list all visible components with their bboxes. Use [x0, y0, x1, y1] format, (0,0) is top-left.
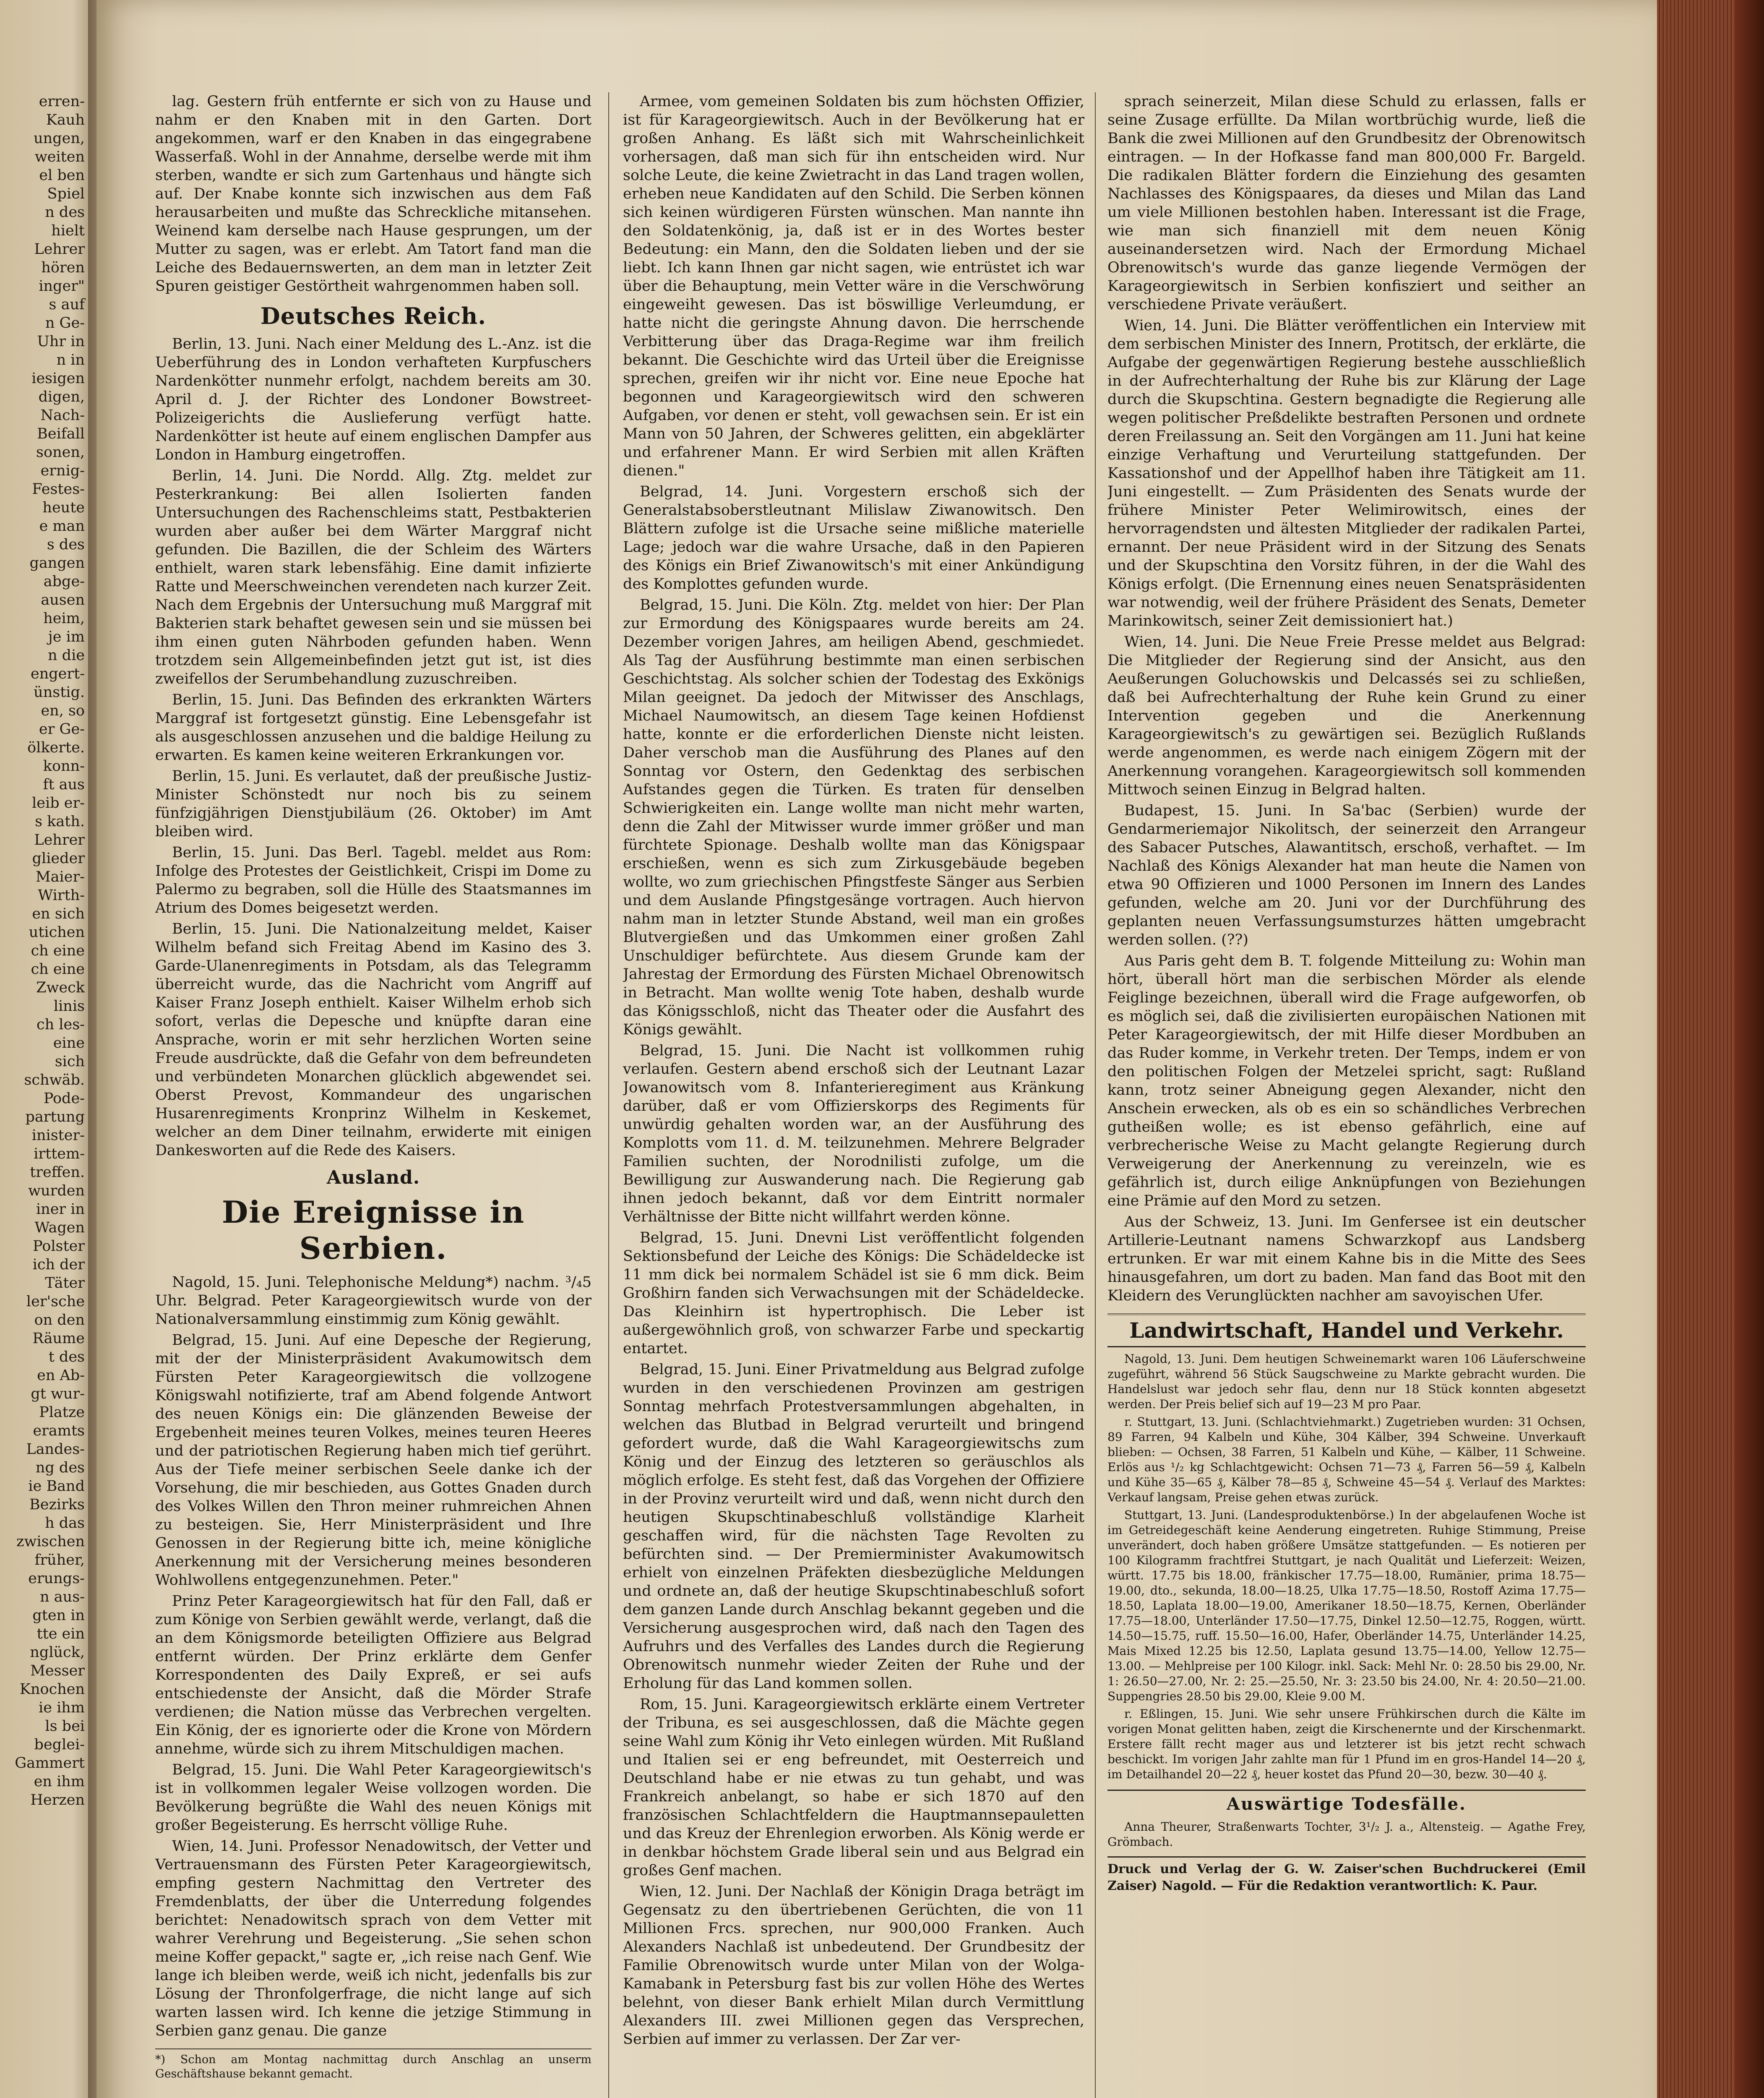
- reich-news-list: [155, 335, 591, 1160]
- left-page-fragment: wurden: [28, 1182, 85, 1199]
- left-page-fragment: iner in: [36, 1201, 85, 1218]
- market-reports-list: [1107, 1352, 1586, 1782]
- left-page-fragment: Knochen: [19, 1681, 85, 1698]
- left-page-fragment: digen,: [38, 389, 85, 405]
- left-page-fragment: n die: [48, 647, 85, 664]
- left-page-fragment: ft aus: [43, 776, 85, 793]
- left-page-fragment: je im: [48, 629, 85, 645]
- left-page-fragment: Uhr in: [37, 333, 85, 350]
- news-item: Berlin, 15. Juni. Das Befinden des erkrankten Wärters Marggraf ist fortgesetzt günstig. Eine Lebensgefahr ist als ausgeschlossen anzusehen und die baldige Heilung zu erwarten. Es kamen keine weiteren Erkrankungen vor.: [155, 692, 591, 764]
- left-page-fragment: Maier-: [35, 869, 85, 885]
- news-item: Rom, 15. Juni. Karageorgiewitsch erklärte einem Vertreter der Tribuna, es sei ausgeschlossen, daß die Mächte gegen seine Wahl zum König ihr Veto einlegen würden. Mit Rußland und Italien sei er eng befreundet, mit Oesterreich und Deutschland habe er nie etwas zu tun gehabt, und was Frankreich anbelangt, so habe er sich 1870 auf den französischen Schlachtfeldern die Hauptmannsepauletten und das Kreuz der Ehrenlegion erworben. Als König werde er in denkbar höchstem Grade liberal sein und aus Belgrad ein großes Genf machen.: [623, 1696, 1084, 1879]
- left-page-fragment: heim,: [43, 610, 85, 627]
- intro-paragraph: lag. Gestern früh entfernte er sich von zu Hause und nahm er den Knaben mit in den Garten. Dort angekommen, warf er den Knaben in das eingegrabene Wasserfaß. Wohl in der Annahme, derselbe werde mit ihm sterben, wandte er sich zum Gartenhaus und hängte sich auf. Der Knabe konnte sich inzwischen aus dem Faß herausarbeiten und mußte das Schreckliche mitansehen. Weinend kam derselbe nach Hause gesprungen, um der Mutter zu sagen, was er erlebt. Am Tatort fand man die Leiche des Bedauernswerten, an dem man in letzter Zeit Spuren geistiger Gestörtheit wahrgenommen haben soll.: [155, 93, 591, 295]
- left-page-fragment: Lehrer: [34, 832, 85, 848]
- news-item: Belgrad, 14. Juni. Vorgestern erschoß sich der Generalstabsoberstleutnant Milislaw Ziwanowitsch. Den Blättern zufolge ist die Ursache seine mißliche materielle Lage; jedoch war die wahre Ursache, daß in den Papieren des Königs ein Brief Ziwanowitsch's mit einer Ankündigung des Komplottes gefunden wurde.: [623, 483, 1084, 592]
- left-page-fragment: irttem-: [34, 1146, 85, 1162]
- left-page-fragment: eine: [53, 1035, 85, 1052]
- left-page-fragment: Wagen: [34, 1219, 85, 1236]
- news-item: Berlin, 15. Juni. Das Berl. Tagebl. meldet aus Rom: Infolge des Protestes der Geistlichkeit, Crispi im Dome zu Palermo zu begraben, soll die Hülle des Staatsmannes im Atrium des Domes beigesetzt werden.: [155, 844, 591, 916]
- left-page-fragment: erren-: [39, 93, 85, 110]
- left-page-fragment: ch eine: [31, 961, 85, 978]
- news-item: Belgrad, 15. Juni. Dnevni List veröffentlicht folgenden Sektionsbefund der Leiche des Königs: Die Schädeldecke ist 11 mm dick bei normalem Schädel ist sie 6 mm dick. Beim Großhirn fanden sich Verwachsungen mit der Schädeldecke. Das Kleinhirn ist hypertrophisch. Die Leber ist außergewöhnlich groß, von schwarzer Farbe und speckartig entartet.: [623, 1229, 1084, 1357]
- left-page-fragment: n aus-: [40, 1589, 85, 1605]
- left-page-fragment: gangen: [29, 555, 85, 571]
- left-page-fragment: Platze: [39, 1404, 85, 1421]
- left-page-fragment: en, so: [41, 702, 85, 719]
- left-page-fragment: Kauh: [46, 112, 85, 128]
- left-page-fragment: inger": [39, 278, 85, 295]
- left-page-fragment: weiten: [34, 149, 85, 165]
- left-page-fragment: Räume: [32, 1330, 85, 1347]
- left-page-fragment: ler'sche: [26, 1293, 85, 1310]
- news-item: Aus der Schweiz, 13. Juni. Im Genfersee ist ein deutscher Artillerie-Leutnant namens Schwarzkopf aus Landsberg ertrunken. Er war mit einem Kahne bis in die Mitte des Sees hinausgefahren, um dort zu baden. Man fand das Boot mit den Kleidern des Verunglückten nachher am savoyischen Ufer.: [1107, 1213, 1586, 1304]
- left-page-fragment: Spiel: [47, 185, 85, 202]
- left-page-fragment: engert-: [31, 665, 85, 682]
- left-page-fragment: n Ge-: [45, 315, 85, 331]
- left-page-fragment: t des: [48, 1349, 85, 1365]
- left-page-fragment: früher,: [34, 1552, 85, 1568]
- left-page-fragment: Beifall: [37, 425, 85, 442]
- left-page-edge: [0, 0, 96, 2098]
- news-item: Armee, vom gemeinen Soldaten bis zum höchsten Offizier, ist für Karageorgiewitsch. Auch in der Bevölkerung hat er großen Anhang. Es läßt sich mit Wahrscheinlichkeit vorhersagen, daß man sich für ihn entscheiden wird. Nur solche Leute, die keine Zwietracht in das Land tragen wollen, erheben neue Kandidaten auf den Schild. Die Serben können sich keinen würdigeren Fürsten wünschen. Man nannte ihn den Soldatenkönig, ja, daß ist er in des Wortes bester Bedeutung: ein Mann, den die Soldaten lieben und der sie liebt. Ich kann Ihnen gar nicht sagen, wie entrüstet ich war über die Behauptung, mein Vetter wäre in die Verschwörung eingeweiht gewesen. Das ist böswillige Verleumdung, er hatte nicht die geringste Ahnung davon. Die herrschende Verbitterung über das Draga-Regime war ihm freilich bekannt. Die Geschichte wird das Urteil über die Ereignisse sprechen, greifen wir ihr nicht vor. Eine neue Epoche hat begonnen und Karageorgiewitsch wird den schweren Aufgaben, vor denen er steht, voll gewachsen sein. Er ist ein Mann von 50 Jahren, der Schweres gelitten, ein abgeklärter und erfahrener Mann. Er wird Serbien mit allen Kräften dienen.": [623, 93, 1084, 479]
- left-page-fragment: konn-: [43, 758, 85, 775]
- serbien-news-list: [155, 1273, 591, 2040]
- left-page-fragment: Nach-: [40, 407, 85, 424]
- news-item: Wien, 12. Juni. Der Nachlaß der Königin Draga beträgt im Gegensatz zu den übertriebenen Gerüchten, die von 11 Millionen Frcs. sprechen, nur 900,000 Franken. Auch Alexanders Nachlaß ist unbedeutend. Der Grundbesitz der Familie Obrenowitsch wurde unter Milan von der Wolga-Kamabank in Petersburg fast bis zur vollen Höhe des Wertes belehnt, von dieser Bank erhielt Milan durch Vermittlung Alexanders III. zwei Millionen gegen das Versprechen, Serbien auf immer zu verlassen. Der Zar ver-: [623, 1883, 1084, 2048]
- book-edge: [1657, 0, 1764, 2098]
- left-page-fragment: ünstig.: [34, 684, 85, 701]
- left-page-fragment: ich der: [32, 1256, 85, 1273]
- left-page-fragment: Pode-: [43, 1090, 85, 1107]
- left-page-fragments: [1, 92, 85, 1809]
- left-page-fragment: beglei-: [34, 1736, 85, 1753]
- left-page-fragment: Herzen: [30, 1792, 85, 1808]
- column-2-paragraphs: [623, 92, 1084, 2048]
- left-page-fragment: leib er-: [32, 795, 85, 812]
- column-3: [1107, 92, 1586, 2098]
- news-item: Belgrad, 15. Juni. Einer Privatmeldung aus Belgrad zufolge wurden in den verschiedenen Provinzen am gestrigen Sonntag mehrfach Protestversammlungen abgehalten, in welchen das Blutbad in Belgrad verurteilt und bringend gefordert wurde, daß die Wahl Karageorgiewitschs zum König und der Einzug des letzteren so geräuschlos als möglich erfolge. Es steht fest, daß das Vorgehen der Offiziere in der Provinz verurteilt wird und daß, wenn nicht durch den heutigen Skupschtinabeschluß vollständige Klarheit geschaffen wird, für die nächsten Tage Revolten zu befürchten sind. — Der Premierminister Avakumowitsch erhielt von einzelnen Präfekten diesbezügliche Meldungen und ordnete an, daß der heutige Skupschtinabeschluß sofort dem ganzen Lande durch Anschlag bekannt gegeben und die Versicherung ausgesprochen wird, daß nach den Tagen des Aufruhrs und des Verfalles des Landes durch die Regierung Obrenowitsch nunmehr wieder Zeiten der Ruhe und der Erholung für das Land kommen sollen.: [623, 1361, 1084, 1692]
- market-report: Nagold, 13. Juni. Dem heutigen Schweinemarkt waren 106 Läuferschweine zugeführt, während 56 Stück Saugschweine zu Markte gebracht wurden. Die Handelslust war jedoch sehr flau, denn nur 18 Stück konnten abgesetzt werden. Der Preis belief sich auf 19—23 M pro Paar.: [1107, 1352, 1586, 1411]
- left-page-fragment: Wirth-: [38, 887, 85, 904]
- news-item: Belgrad, 15. Juni. Die Wahl Peter Karageorgiewitsch's ist in vollkommen legaler Weise vollzogen worden. Die Bevölkerung begrüßte die Wahl des neuen Königs mit großer Begeisterung. Es herrscht völlige Ruhe.: [155, 1761, 591, 1834]
- left-page-fragment: Lehrer: [34, 241, 85, 258]
- news-item: Wien, 14. Juni. Professor Nenadowitsch, der Vetter und Vertrauensmann des Fürsten Peter Karageorgiewitsch, empfing gestern Nachmittag den Vertreter des Fremdenblatts, der über die Unterredung folgendes berichtet: Nenadowitsch sprach von dem Vetter mit wahrer Verehrung und Begeisterung. „Sie sehen schon meine Koffer gepackt," sagte er, „ich reise nach Genf. Wie lange ich bleiben werde, weiß ich nicht, jedenfalls bis zur Lösung der Thronfolgerfrage, die nicht lange auf sich warten lassen wird. Ich kenne die jetzige Stimmung in Serbien ganz genau. Die ganze: [155, 1838, 591, 2039]
- news-item: Budapest, 15. Juni. In Sa'bac (Serbien) wurde der Gendarmeriemajor Nikolitsch, der seinerzeit den Arrangeur des Sabacer Putsches, Alawantitsch, erschoß, verhaftet. — Im Nachlaß des Königs Alexander hat man heute die Namen von etwa 90 Offizieren und 1000 Personen im Innern des Landes gefunden, welche am 20. Juni vor der Durchführung des geplanten neuen Verfassungsumsturzes hätten umgebracht werden sollen. (??): [1107, 802, 1586, 948]
- death-notices: Anna Theurer, Straßenwarts Tochter, 3¹/₂ J. a., Altensteig. — Agathe Frey, Grömbach.: [1107, 1820, 1586, 1849]
- left-page-fragment: nglück,: [30, 1644, 85, 1661]
- left-page-fragment: ernig-: [40, 462, 85, 479]
- news-item: sprach seinerzeit, Milan diese Schuld zu erlassen, falls er seine Zusage erfüllte. Da Milan wortbrüchig wurde, ließ die Bank die zwei Millionen auf den Grundbesitz der Obrenowitsch eintragen. — In der Hofkasse fand man 800,000 Fr. Bargeld. Die radikalen Blätter fordern die Einziehung des gesamten Nachlasses des Königspaares, da dieses und Milan das Land um viele Millionen bestohlen haben. Interessant ist die Frage, wie man sich finanziell mit dem neuen König auseinandersetzen wird. Nach der Ermordung Michael Obrenowitsch's wurde das ganze liegende Vermögen der Karageorgiewitsch in Serbien konfisziert und seither an verschiedene Private veräußert.: [1107, 93, 1586, 313]
- left-page-fragment: ng des: [35, 1459, 85, 1476]
- left-page-fragment: en Ab-: [37, 1367, 85, 1384]
- left-page-fragment: Polster: [33, 1238, 85, 1255]
- left-page-fragment: hielt: [51, 222, 85, 239]
- news-item: Aus Paris geht dem B. T. folgende Mitteilung zu: Wohin man hört, überall hört man die serbischen Mörder als elende Feiglinge bezeichnen, überall wird die Frage aufgeworfen, ob es möglich sei, daß die zivilisierten europäischen Nationen mit Peter Karageorgiewitsch, der mit Hilfe dieser Mordbuben an das Ruder komme, in Verkehr treten. Der Temps, indem er von den politischen Folgen der Metzelei spricht, sagt: Rußland kann, trotz seiner Abneigung gegen Alexander, nicht den Anschein erwecken, als ob es ein so schändliches Verbrechen gutheißen wolle; es ist ebenso gefährlich, eine auf verbrecherische Weise zu Macht gelangte Regierung durch Verweigerung der Anerkennung zu vereinzeln, wie es gefährlich ist, durch eilige Anknüpfungen von Beziehungen eine Prämie auf den Mord zu setzen.: [1107, 952, 1586, 1209]
- left-page-fragment: Landes-: [26, 1441, 85, 1458]
- column-rule-1: [608, 92, 609, 2098]
- book-binding: [1735, 0, 1764, 2098]
- left-page-fragment: ungen,: [34, 130, 85, 147]
- news-item: Berlin, 14. Juni. Die Nordd. Allg. Ztg. meldet zur Pesterkrankung: Bei allen Isolierten fanden Untersuchungen des Rachenschleims statt, Pestbakterien wurden aber außer bei dem Wärter Marggraf nicht gefunden. Die Bazillen, die der Schleim des Wärters enthielt, waren stark lebensfähig. Eine damit infizierte Ratte und Meerschweinchen verendeten nach kurzer Zeit. Nach dem Ergebnis der Untersuchung muß Marggraf mit Bakterien stark behaftet gewesen sein und sie müssen bei ihm einen guten Nährboden gefunden haben. Wenn trotzdem sein Allgemeinbefinden jetzt gut ist, ist dies zweifellos der Serumbehandlung zuzuschreiben.: [155, 467, 591, 687]
- left-page-fragment: h das: [45, 1515, 85, 1532]
- market-report: r. Stuttgart, 13. Juni. (Schlachtviehmarkt.) Zugetrieben wurden: 31 Ochsen, 89 Farren, 94 Kalbeln und Kühe, 304 Kälber, 394 Schweine. Unverkauft blieben: — Ochsen, 38 Farren, 51 Kalbeln und Kühe, — Kälber, 11 Schweine. Erlös aus ¹/₂ kg Schlachtgewicht: Ochsen 71—73 ₰, Farren 56—59 ₰, Kalbeln und Kühe 35—65 ₰, Kälber 78—85 ₰, Schweine 45—54 ₰. Verlauf des Marktes: Verkauf langsam, Preise gehen etwas zurück.: [1107, 1415, 1586, 1504]
- news-item: Belgrad, 15. Juni. Auf eine Depesche der Regierung, mit der der Ministerpräsident Avakumowitsch dem Fürsten Peter Karageorgiewitsch die vollzogene Königswahl notifizierte, traf am Abend folgende Antwort des neuen Königs ein: Die glänzenden Beweise der Ergebenheit meines teuren Volkes, meines teuren Heeres und der patriotischen Regierung haben mich tief gerührt. Aus der Tiefe meiner serbischen Seele danke ich der Vorsehung, die mir beschieden, aus Gottes Gnaden durch des Volkes Willen den Thron meiner ruhmreichen Ahnen zu besteigen. Sie, Herr Ministerpräsident und Ihre Genossen in der Regierung bitte ich, meine königliche Anerkennung mit der Versicherung meines besonderen Wohlwollens entgegenzunehmen. Peter.": [155, 1332, 591, 1589]
- left-page-fragment: Zweck: [36, 979, 85, 996]
- left-page-fragment: abge-: [43, 573, 85, 590]
- left-page-fragment: inister-: [31, 1127, 85, 1144]
- left-page-fragment: eramts: [33, 1422, 85, 1439]
- left-page-fragment: Messer: [30, 1662, 85, 1679]
- imprint: Druck und Verlag der G. W. Zaiser'schen Buchdruckerei (Emil Zaiser) Nagold. — Für die Redaktion verantwortlich: K. Paur.: [1107, 1856, 1586, 1894]
- left-page-fragment: er Ge-: [39, 721, 85, 738]
- left-page-fragment: Bezirks: [29, 1496, 85, 1513]
- heading-landwirtschaft: Landwirtschaft, Handel und Verkehr.: [1107, 1313, 1586, 1347]
- news-item: Belgrad, 15. Juni. Die Nacht ist vollkommen ruhig verlaufen. Gestern abend erschoß sich der Leutnant Lazar Jowanowitsch vom 8. Infanterieregiment aus Kränkung darüber, daß er vom Offizierskorps des Regiments für unwürdig gehalten worden war, an der Ausführung des Komplotts vom 11. d. M. teilzunehmen. Mehrere Belgrader Familien suchten, der Norodnilisti zufolge, um die Bewilligung zur Auswanderung nach. Die Regierung gab ihnen jedoch bekannt, daß vor dem Eintritt normaler Verhältnisse der Bitte nicht willfahrt werden könne.: [623, 1042, 1084, 1225]
- left-page-fragment: hören: [41, 259, 85, 276]
- left-page-fragment: Festes-: [32, 481, 85, 498]
- left-page-fragment: s des: [47, 536, 85, 553]
- left-page-fragment: on den: [34, 1312, 85, 1328]
- left-page-fragment: treffen.: [30, 1164, 85, 1181]
- left-page-fragment: glieder: [32, 850, 85, 867]
- left-page-fragment: ausen: [41, 592, 85, 608]
- left-page-fragment: tte ein: [36, 1626, 85, 1642]
- left-page-fragment: ch eine: [31, 942, 85, 959]
- left-page-fragment: partung: [25, 1109, 85, 1125]
- left-page-fragment: linis: [53, 998, 85, 1015]
- column-3-paragraphs: [1107, 92, 1586, 1305]
- footnote: *) Schon am Montag nachmittag durch Anschlag an unserm Geschäftshause bekannt gemacht.: [155, 2048, 591, 2081]
- left-page-fragment: ie Band: [28, 1478, 85, 1495]
- heading-todesfaelle: Auswärtige Todesfälle.: [1107, 1790, 1586, 1816]
- market-report: r. Eßlingen, 15. Juni. Wie sehr unsere Frühkirschen durch die Kälte im vorigen Monat gelitten haben, zeigt die Kirschenernte und der Kirschenmarkt. Erstere fällt recht mager aus und letzterer ist bis jetzt recht schwach beschickt. Im vorigen Jahr zahlte man für 1 Pfund im en gros-Handel 14—20 ₰, im Detailhandel 20—22 ₰, heuer kostet das Pfund 20—30, bezw. 30—40 ₰.: [1107, 1707, 1586, 1781]
- left-page-fragment: ch les-: [36, 1016, 85, 1033]
- left-page-fragment: e man: [39, 518, 85, 535]
- left-page-fragment: s auf: [49, 296, 85, 313]
- news-item: Belgrad, 15. Juni. Die Köln. Ztg. meldet von hier: Der Plan zur Ermordung des Königspaares wurde bereits am 24. Dezember vorigen Jahres, am heiligen Abend, geschmiedet. Als Tag der Ausführung bestimmte man einen serbischen Geschichtstag. Als solcher schien der Todestag des Exkönigs Milan geeignet. Da jedoch der Mitwisser des Anschlags, Michael Naumowitsch, an diesem Tage keinen Hofdienst hatte, konnte er die erforderlichen Dienste nicht leisten. Daher verschob man die Ausführung des Planes auf den Sonntag vor Ostern, den Gedenktag des serbischen Aufstandes gegen die Türken. Es traten für denselben Schwierigkeiten ein. Lange wollte man nicht mehr warten, denn die Zahl der Mitwisser wurde immer größer und man fürchtete Spionage. Deshalb wollte man das Königspaar erschießen, wenn es sich zum Zirkusgebäude begeben wollte, wo zum griechischen Pfingstfeste Sänger aus Serbien und dem Auslande Pfingstgesänge vortragen. Auch hiervon nahm man in letzter Stunde Abstand, weil man ein großes Blutvergießen und das Umkommen einer großen Zahl Unschuldiger befürchtete. Aus diesem Grunde kam der Jahrestag der Ermordung des Fürsten Michael Obrenowitsch in Betracht. Man wollte wenig Tote haben, deshalb wurde das Königsschloß, nicht das Theater oder die Ausfahrt des Königs gewählt.: [623, 597, 1084, 1038]
- news-item: Wien, 14. Juni. Die Neue Freie Presse meldet aus Belgrad: Die Mitglieder der Regierung sind der Ansicht, aus den Aeußerungen Goluchowskis und Delcassés sei zu schließen, daß bei Aufrechterhaltung der Ruhe kein Grund zu einer Intervention gegeben und die Anerkennung Karageorgiewitsch's zu gewärtigen sei. Bezüglich Rußlands werde angenommen, es werde nach einigem Zögern mit der Anerkennung vorangehen. Karageorgiewitsch soll kommenden Mittwoch seinen Einzug in Belgrad halten.: [1107, 634, 1586, 798]
- news-item: Berlin, 13. Juni. Nach einer Meldung des L.-Anz. ist die Ueberführung des in London verhafteten Kurpfuschers Nardenkötter nunmehr erfolgt, nachdem bereits am 30. April d. J. der Richter des Londoner Bowstreet-Polizeigerichts die Auslieferung verfügt hatte. Nardenkötter ist heute auf einem englischen Dampfer aus London in Hamburg eingetroffen.: [155, 336, 591, 463]
- left-page-fragment: utichen: [29, 924, 85, 941]
- column-1: [155, 92, 591, 2098]
- left-page-fragment: sonen,: [36, 444, 85, 461]
- left-page-fragment: heute: [42, 499, 85, 516]
- left-page-fragment: ölkerte.: [27, 739, 85, 756]
- left-page-fragment: ls bei: [45, 1718, 85, 1735]
- column-rule-2: [1095, 92, 1096, 2098]
- left-page-fragment: Gammert: [15, 1755, 85, 1772]
- left-page-fragment: Täter: [45, 1275, 85, 1292]
- left-page-fragment: erungs-: [28, 1570, 85, 1587]
- left-page-fragment: zwischen: [16, 1533, 85, 1550]
- left-page-fragment: en sich: [32, 905, 85, 922]
- column-2: [623, 92, 1084, 2098]
- left-page-fragment: schwäb.: [24, 1072, 85, 1088]
- left-page-fragment: sich: [55, 1053, 85, 1070]
- heading-ausland: Ausland.: [326, 1167, 420, 1188]
- news-item: Prinz Peter Karageorgiewitsch hat für den Fall, daß er zum Könige von Serbien gewählt werde, verlangt, daß die an dem Königsmorde beteiligten Offiziere aus Belgrad entfernt würden. Der Prinz erklärte dem Genfer Korrespondenten des Daily Expreß, er sei aufs entschiedenste der Ansicht, daß die Mörder Strafe verdienen; die Nation müsse das Verbrechen vergelten. Ein König, der es ignorierte oder die Krone von Mördern annehme, würde sich zu ihrem Mitschuldigen machen.: [155, 1593, 591, 1757]
- left-page-fragment: en ihm: [34, 1773, 85, 1790]
- left-page-fragment: el ben: [39, 167, 85, 184]
- heading-deutsches-reich: Deutsches Reich.: [260, 303, 487, 329]
- news-item: Berlin, 15. Juni. Die Nationalzeitung meldet, Kaiser Wilhelm befand sich Freitag Abend im Kasino des 3. Garde-Ulanenregiments in Potsdam, als das Telegramm überreicht wurde, das die Nachricht vom Angriff auf Kaiser Franz Joseph enthielt. Kaiser Wilhelm erhob sich sofort, verlas die Depesche und knüpfte daran eine Ansprache, worin er mit sehr herzlichen Worten seine Freude ausdrückte, daß die Gefahr von dem befreundeten und verbündeten Monarchen glücklich abgewendet sei. Oberst Prevost, Kommandeur des ungarischen Husarenregiments Kronprinz Wilhelm in Keskemet, welcher an dem Diner teilnahm, erwiderte mit einigen Dankesworten auf die Rede des Kaisers.: [155, 921, 591, 1159]
- left-page-fragment: s kath.: [35, 813, 85, 830]
- heading-serbien: Die Ereignisse in Serbien.: [221, 1194, 525, 1266]
- left-page-fragment: iesigen: [31, 370, 85, 387]
- news-item: Wien, 14. Juni. Die Blätter veröffentlichen ein Interview mit dem serbischen Minister des Innern, Protitsch, der erklärte, die Aufgabe der gegenwärtigen Regierung bestehe ausschließlich in der Aufrechterhaltung der Ruhe bis zur Klärung der Lage durch die Skupschtina. Gestern begnadigte die Regierung alle wegen politischer Preßdelikte bestraften Personen und ordnete deren Freilassung an. Seit den Vorgängen am 11. Juni hat keine einzige Verhaftung und Verurteilung stattgefunden. Der Kassationshof und der Appellhof haben ihre Tätigkeit am 11. Juni eingestellt. — Zum Präsidenten des Senats wurde der frühere Minister Peter Welimirowitsch, eines der hervorragendsten und ältesten Mitglieder der radikalen Partei, ernannt. Der neue Präsident wird in der Sitzung des Senats und der Skupschtina den Vorsitz führen, in der die Wahl des Königs erfolgt. (Die Ernennung eines neuen Senatspräsidenten war notwendig, weil der frühere Präsident des Senats, Demeter Marinkowitsch, seiner Zeit demissioniert hat.): [1107, 317, 1586, 629]
- news-item: Nagold, 15. Juni. Telephonische Meldung*) nachm. ³/₄5 Uhr. Belgrad. Peter Karageorgiewitsch wurde von der Nationalversammlung einstimmig zum König gewählt.: [155, 1274, 591, 1328]
- left-page-fragment: gt wur-: [31, 1386, 85, 1402]
- news-item: Berlin, 15. Juni. Es verlautet, daß der preußische Justiz-Minister Schönstedt nur noch bis zu seinem fünfzigjährigen Dienstjubiläum (26. Oktober) im Amt bleiben wird.: [155, 768, 591, 840]
- left-page-fragment: n in: [56, 352, 85, 368]
- left-page-fragment: ie ihm: [39, 1699, 85, 1716]
- left-page-fragment: gten in: [32, 1607, 85, 1624]
- market-report: Stuttgart, 13. Juni. (Landesproduktenbörse.) In der abgelaufenen Woche ist im Getreidegeschäft keine Aenderung eingetreten. Ruhige Stimmung, Preise unverändert, doch haben größere Umsätze stattgefunden. — Es notieren per 100 Kilogramm frachtfrei Stuttgart, je nach Qualität und Lieferzeit: Weizen, württ. 17.75 bis 18.00, fränkischer 17.75—18.00, Rumänier, prima 18.75—19.00, dto., sekunda, 18.00—18.25, Ulka 17.75—18.50, Rostoff Azima 17.75—18.50, Laplata 18.00—19.00, Amerikaner 18.50—18.75, Kernen, Oberländer 17.75—18.00, Unterländer 17.50—17.75, Dinkel 12.50—12.75, Roggen, württ. 14.50—15.75, ruff. 15.50—16.00, Hafer, Oberländer 14.75, Unterländer 14.25, Mais Mixed 12.25 bis 12.50, Laplata gesund 13.75—14.00, Yellow 12.75—13.00. — Mehlpreise per 100 Kilogr. inkl. Sack: Mehl Nr. 0: 28.50 bis 29.00, Nr. 1: 26.50—27.00, Nr. 2: 25.—25.50, Nr. 3: 23.50 bis 24.00, Nr. 4: 20.50—21.00. Suppengries 28.50 bis 29.00, Kleie 9.00 M.: [1107, 1508, 1586, 1703]
- left-page-fragment: n des: [45, 204, 85, 221]
